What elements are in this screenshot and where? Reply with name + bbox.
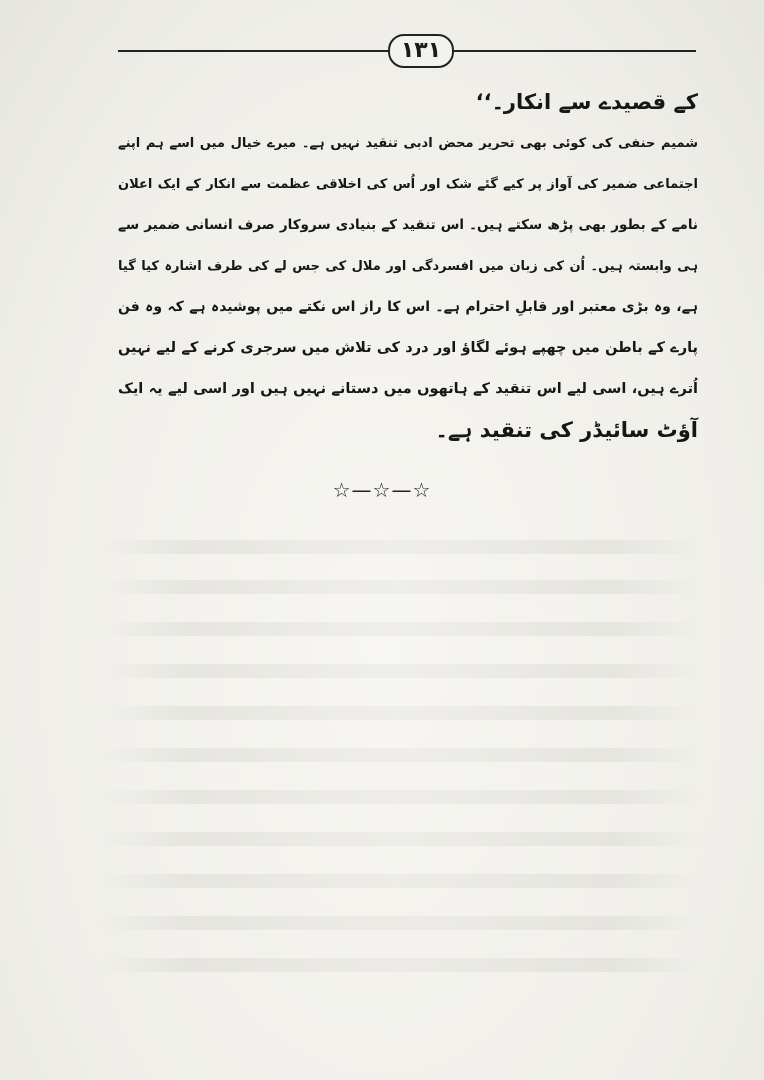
bleed-through-line — [100, 790, 700, 804]
text-line: شمیم حنفی کی کوئی بھی تحریر محض ادبی تنقید نہیں ہے۔ میرے خیال میں اسے ہم اپنے — [118, 136, 698, 151]
text-line: ہے، وہ بڑی معتبر اور قابلِ احترام ہے۔ اس کا راز اس نکتے میں پوشیدہ ہے کہ وہ فن — [118, 299, 698, 315]
text-line: نامے کے بطور بھی پڑھ سکتے ہیں۔ اس تنقید کے بنیادی سروکار صرف انسانی ضمیر سے — [118, 217, 698, 233]
bleed-through-line — [100, 622, 700, 636]
bleed-through-line — [100, 706, 700, 720]
text-line: کے قصیدے سے انکار۔‘‘ — [475, 90, 698, 114]
section-divider-stars: ☆—☆—☆ — [332, 478, 432, 502]
bleed-through-line — [100, 748, 700, 762]
bleed-through-line — [100, 832, 700, 846]
text-line: اجتماعی ضمیر کی آواز پر کیے گئے شک اور اُس کی اخلاقی عظمت سے انکار کے ایک اعلان — [118, 177, 698, 192]
body-text — [118, 82, 698, 451]
text-line: اُترے ہیں، اسی لیے اس تنقید کے ہاتھوں میں دستانے نہیں ہیں اور اسی لیے یہ ایک — [118, 381, 698, 397]
bleed-through-line — [100, 916, 700, 930]
page-header — [118, 30, 696, 70]
bleed-through-line — [100, 664, 700, 678]
page-number: ۱۳۱ — [388, 34, 454, 68]
paragraph — [118, 82, 698, 451]
bleed-through-line — [100, 540, 700, 554]
text-line: ہی وابستہ ہیں۔ اُن کی زبان میں افسردگی اور ملال کی جس لے کی طرف اشارہ کیا گیا — [118, 259, 698, 274]
bleed-through-line — [100, 874, 700, 888]
text-line: آؤٹ سائیڈر کی تنقید ہے۔ — [435, 418, 698, 442]
text-line: پارے کے باطن میں چھپے ہوئے لگاؤ اور درد کی تلاش میں سرجری کرنے کے لیے نہیں — [118, 340, 698, 356]
bleed-through-line — [100, 958, 700, 972]
bleed-through-line — [100, 580, 700, 594]
